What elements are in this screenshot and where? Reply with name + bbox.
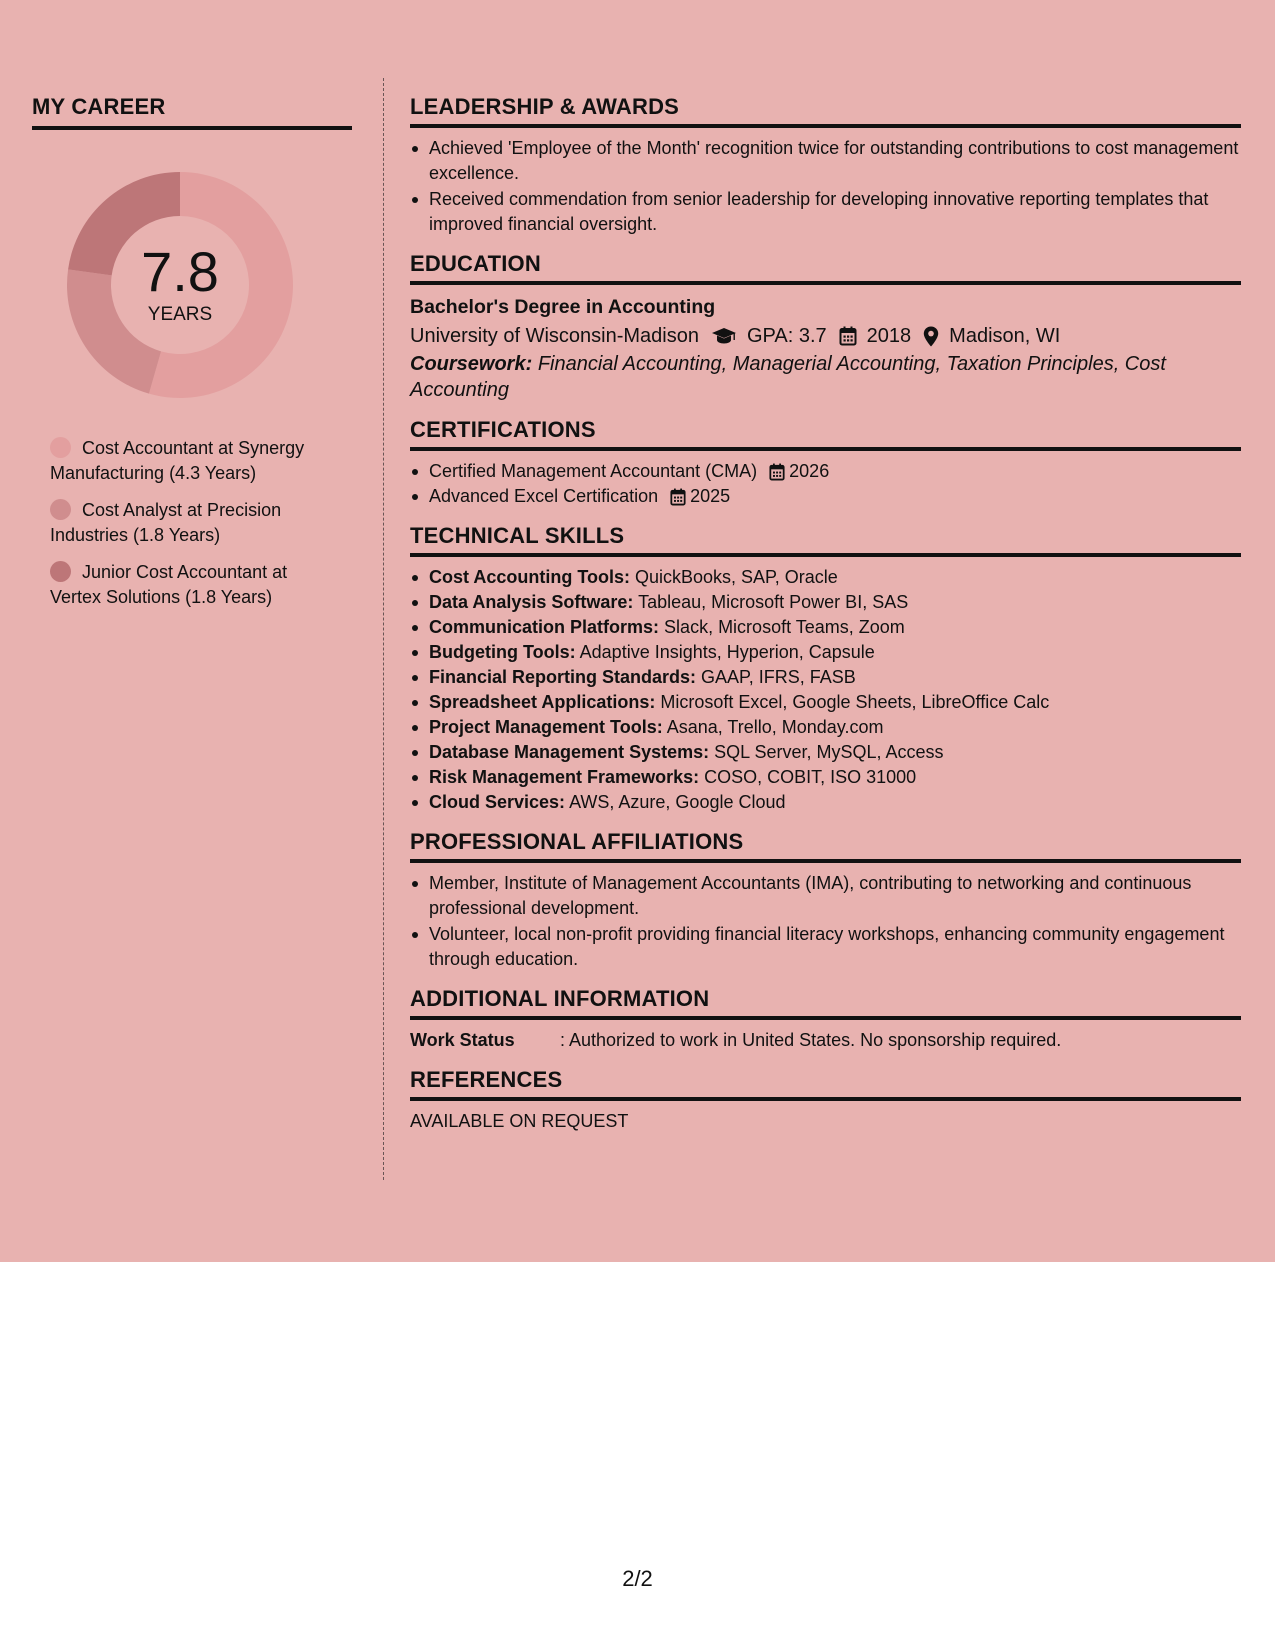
section-title: EDUCATION [410,251,1241,285]
section-title: PROFESSIONAL AFFILIATIONS [410,829,1241,863]
school-name: University of Wisconsin-Madison [410,325,699,347]
list-item: Communication Platforms: Slack, Microsoft Teams, Zoom [410,615,1241,640]
calendar-icon [769,463,785,481]
work-status-label: Work Status [410,1030,515,1050]
legend-item [50,560,340,610]
legend-label: Cost Accountant at Synergy Manufacturing (4.3 Years) [50,438,305,483]
total-years-unit: YEARS [147,304,213,325]
legend-item [50,436,340,486]
coursework [410,351,1241,403]
legend-label: Junior Cost Accountant at Vertex Solutions (1.8 Years) [50,562,288,607]
education-details [410,321,1241,351]
graduation-cap-icon [711,327,737,345]
certifications-section [410,417,1241,509]
list-item: Data Analysis Software: Tableau, Microsoft Power BI, SAS [410,590,1241,615]
degree-title: Bachelor's Degree in Accounting [410,296,716,318]
references-section [410,1067,1241,1132]
section-title: CERTIFICATIONS [410,417,1241,451]
legend-dot-icon [50,437,71,458]
legend-dot-icon [50,499,71,520]
section-title: LEADERSHIP & AWARDS [410,94,1241,128]
list-item: Budgeting Tools: Adaptive Insights, Hyperion, Capsule [410,640,1241,665]
section-title: ADDITIONAL INFORMATION [410,986,1241,1020]
career-donut-chart [65,170,295,400]
legend-dot-icon [50,561,71,582]
list-item: Project Management Tools: Asana, Trello, Monday.com [410,715,1241,740]
list-item: Cloud Services: AWS, Azure, Google Cloud [410,790,1241,815]
cert-year: 2026 [789,461,830,481]
graduation-year: 2018 [866,325,912,347]
list-item: Financial Reporting Standards: GAAP, IFRS, FASB [410,665,1241,690]
column-divider [383,78,384,1180]
list-item [410,484,1241,509]
page-number: 2/2 [622,1566,653,1591]
list-item: Achieved 'Employee of the Month' recognition twice for outstanding contributions to cost management excellence. [410,136,1241,186]
career-sidebar [32,94,352,622]
additional-info-section [410,986,1241,1053]
cert-name: Certified Management Accountant (CMA) [429,461,758,481]
technical-skills-section [410,523,1241,815]
coursework-label: Coursework: [410,353,533,375]
work-status-value: : Authorized to work in United States. No sponsorship required. [560,1030,1062,1050]
total-years-value: 7.8 [141,240,219,303]
list-item: Member, Institute of Management Accountants (IMA), contributing to networking and continuous professional development. [410,871,1241,921]
work-status-row [410,1028,1241,1053]
cert-name: Advanced Excel Certification [429,486,659,506]
list-item: Database Management Systems: SQL Server, MySQL, Access [410,740,1241,765]
cert-year: 2025 [690,486,731,506]
legend-item [50,498,340,548]
coursework-list: Financial Accounting, Managerial Accounting, Taxation Principles, Cost Accounting [410,353,1166,401]
list-item [410,459,1241,484]
resume-main [410,94,1241,1146]
list-item: Cost Accounting Tools: QuickBooks, SAP, Oracle [410,565,1241,590]
list-item: Spreadsheet Applications: Microsoft Excel, Google Sheets, LibreOffice Calc [410,690,1241,715]
calendar-icon [839,326,857,346]
career-title: MY CAREER [32,94,352,130]
references-text: AVAILABLE ON REQUEST [410,1111,629,1131]
education-section [410,251,1241,403]
list-item: Risk Management Frameworks: COSO, COBIT, ISO 31000 [410,765,1241,790]
map-pin-icon [923,326,939,347]
calendar-icon [670,488,686,506]
list-item: Volunteer, local non-profit providing financial literacy workshops, enhancing community engagement through education. [410,922,1241,972]
list-item: Received commendation from senior leadership for developing innovative reporting templates that improved financial oversight. [410,187,1241,237]
affiliations-section [410,829,1241,972]
legend-label: Cost Analyst at Precision Industries (1.8 Years) [50,500,282,545]
section-title: REFERENCES [410,1067,1241,1101]
leadership-section [410,94,1241,237]
school-location: Madison, WI [949,325,1061,347]
section-title: TECHNICAL SKILLS [410,523,1241,557]
career-legend [50,436,340,610]
gpa: GPA: 3.7 [746,325,827,347]
